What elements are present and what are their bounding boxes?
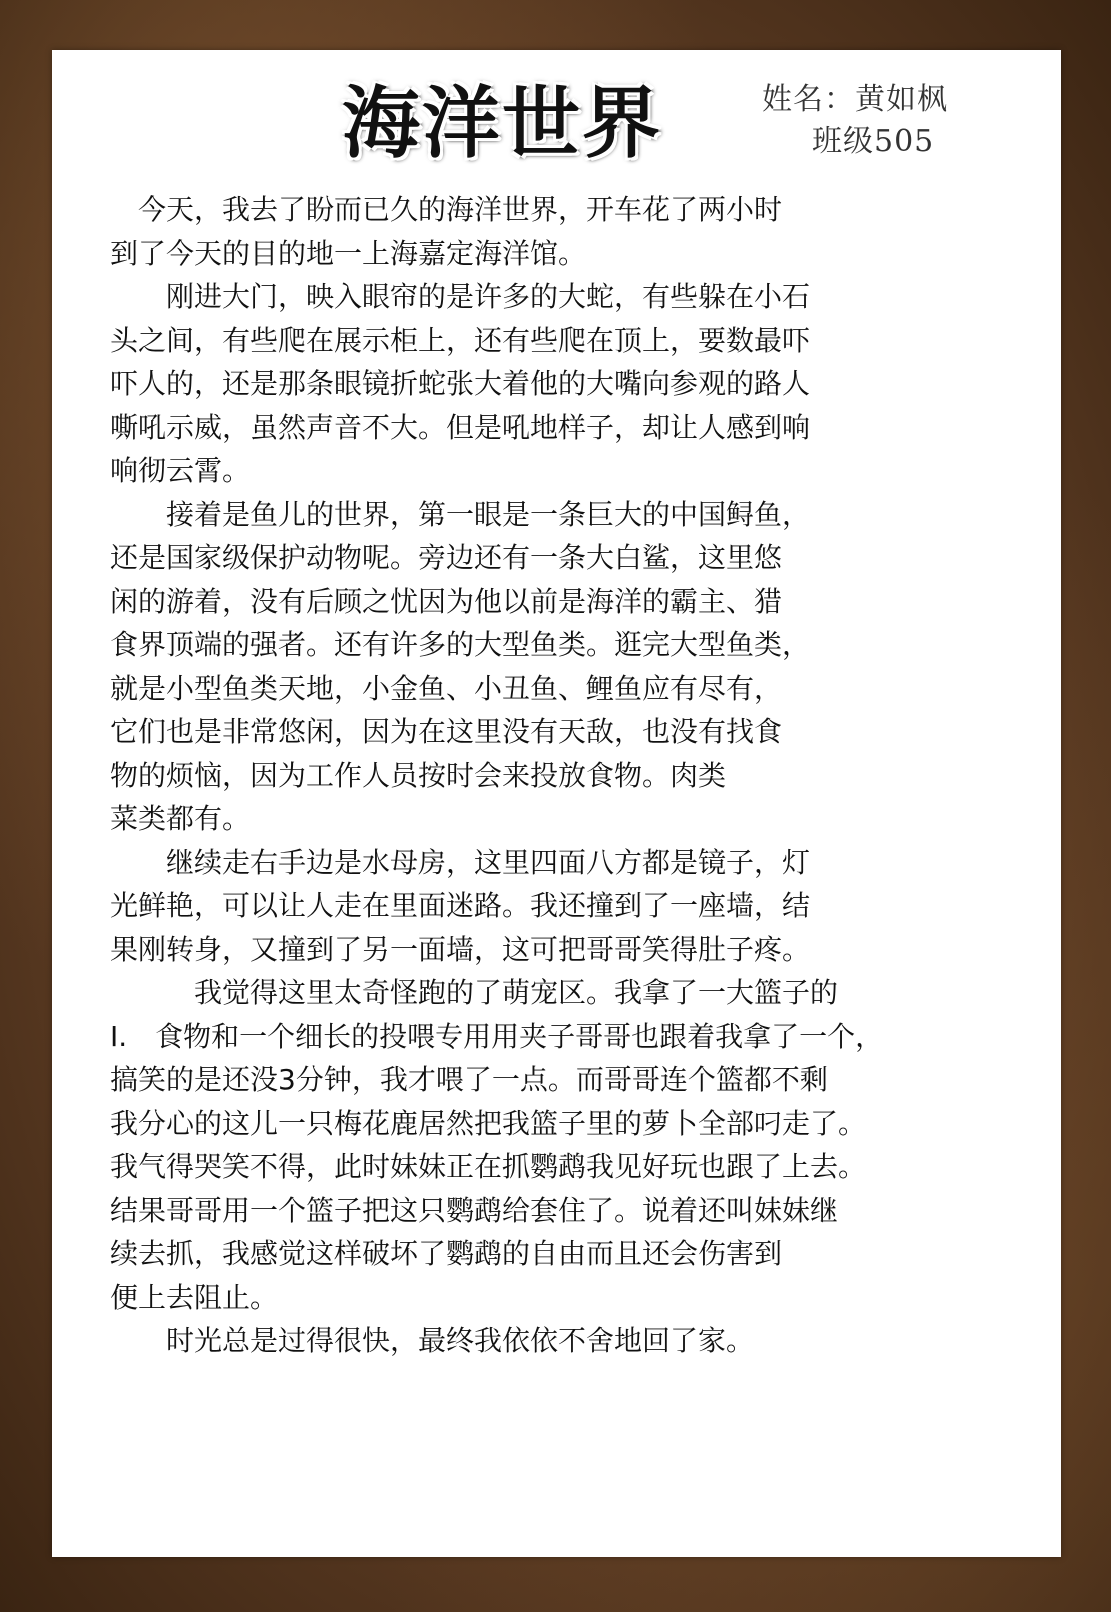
essay-line: 搞笑的是还没3分钟，我才喂了一点。而哥哥连个篮都不剩 [110, 1063, 828, 1096]
essay-line: 果刚转身，又撞到了另一面墙，这可把哥哥笑得肚子疼。 [110, 932, 811, 966]
essay-line: 闲的游着，没有后顾之忧因为他以前是海洋的霸主、猎 [110, 584, 783, 618]
essay-line: 响彻云霄。 [110, 454, 251, 487]
essay-line: 结果哥哥用一个篮子把这只鹦鹉给套住了。说着还叫妹妹继 [110, 1193, 839, 1227]
essay-line: 吓人的，还是那条眼镜折蛇张大着他的大嘴向参观的路人 [110, 367, 811, 400]
essay-line: 就是小型鱼类天地，小金鱼、小丑鱼、鲤鱼应有尽有， [110, 671, 783, 705]
essay-line: 继续走右手边是水母房，这里四面八方都是镜子，灯 [110, 845, 811, 879]
essay-line: 菜类都有。 [110, 802, 251, 835]
essay-line: 光鲜艳，可以让人走在里面迷路。我还撞到了一座墙，结 [110, 889, 811, 922]
essay-line: 我分心的这儿一只梅花鹿居然把我篮子里的萝卜全部叼走了。 [110, 1106, 867, 1140]
essay-line: 我觉得这里太奇怪跑的了萌宠区。我拿了一大篮子的 [110, 976, 839, 1009]
essay-line: I. 食物和一个细长的投喂专用用夹子哥哥也跟着我拿了一个， [110, 1019, 884, 1053]
essay-line: 便上去阻止。 [110, 1280, 279, 1314]
essay-line: 头之间，有些爬在展示柜上，还有些爬在顶上，要数最吓 [110, 323, 811, 357]
author-class: 班级505 [812, 124, 935, 159]
essay-body [110, 188, 1010, 1363]
essay-line: 食界顶端的强者。还有许多的大型鱼类。逛完大型鱼类， [110, 628, 811, 661]
essay-line: 到了今天的目的地一上海嘉定海洋馆。 [110, 236, 587, 270]
essay-line: 我气得哭笑不得，此时妹妹正在抓鹦鹉我见好玩也跟了上去。 [110, 1150, 867, 1183]
essay-line: 还是国家级保护动物呢。旁边还有一条大白鲨，这里悠 [110, 541, 783, 574]
essay-line: 物的烦恼，因为工作人员按时会来投放食物。肉类 [110, 758, 727, 792]
essay-line: 它们也是非常悠闲，因为在这里没有天敌，也没有找食 [110, 715, 783, 748]
essay-line: 时光总是过得很快，最终我依依不舍地回了家。 [110, 1324, 755, 1357]
essay-line: 续去抓，我感觉这样破坏了鹦鹉的自由而且还会伤害到 [110, 1237, 783, 1270]
essay-line: 嘶吼示威，虽然声音不大。但是吼地样子，却让人感到响 [110, 410, 811, 444]
author-name: 姓名：黄如枫 [762, 82, 948, 117]
essay-line: 今天，我去了盼而已久的海洋世界，开车花了两小时 [110, 193, 783, 226]
essay-line: 接着是鱼儿的世界，第一眼是一条巨大的中国鲟鱼， [110, 497, 811, 531]
essay-title: 海洋世界 [342, 79, 663, 169]
essay-line: 刚进大门，映入眼帘的是许多的大蛇，有些躲在小石 [110, 280, 811, 313]
